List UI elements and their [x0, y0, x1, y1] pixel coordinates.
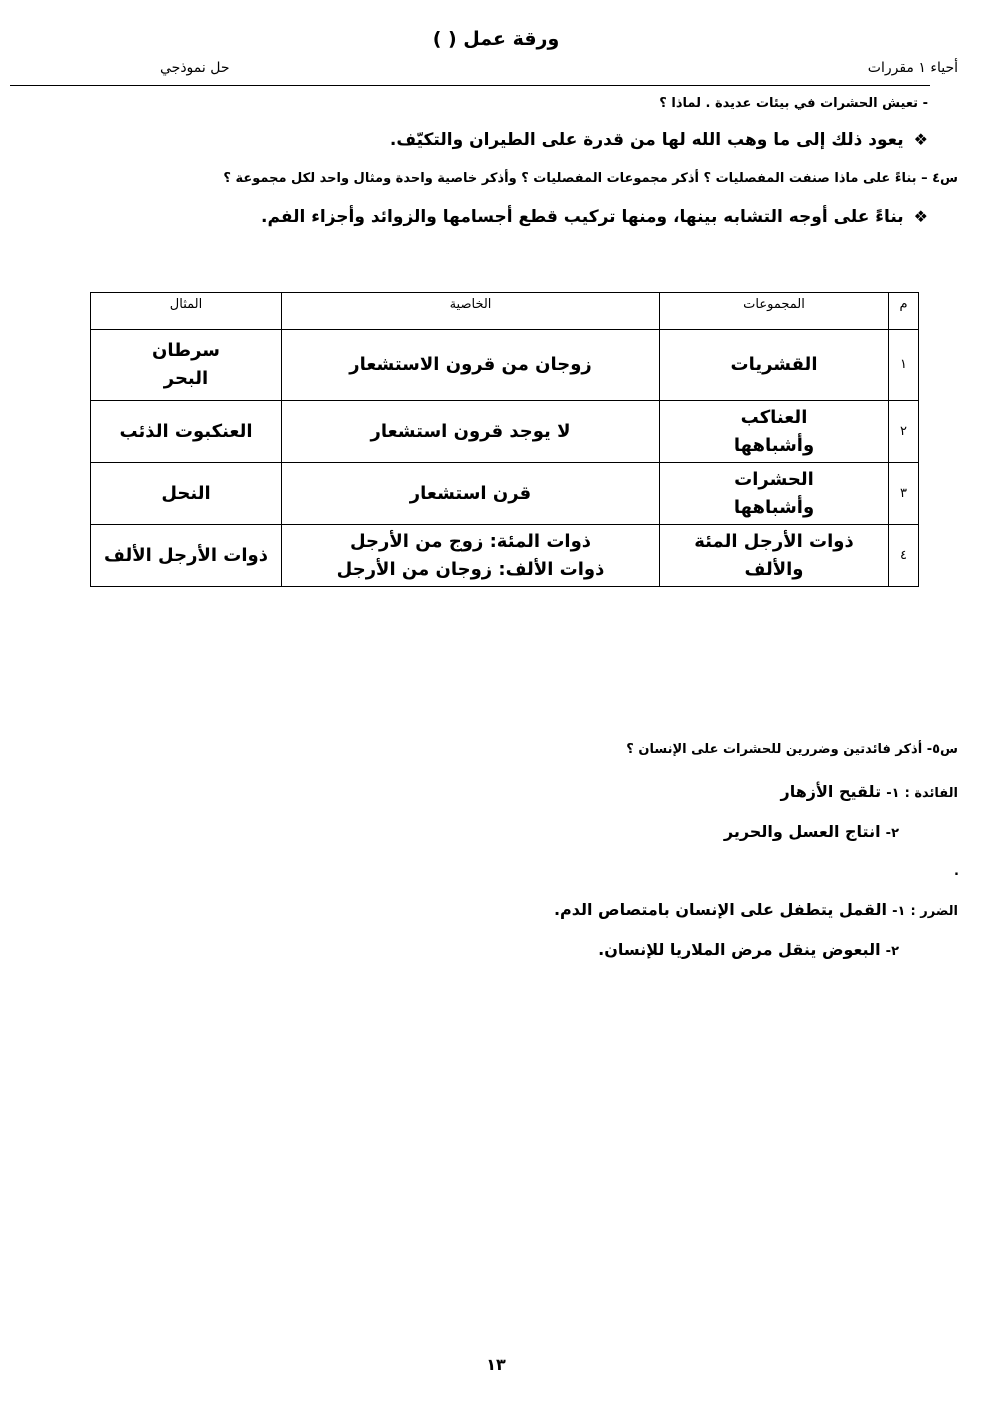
row-num: ٢	[889, 401, 919, 463]
row-group: ذوات الأرجل المئة والألف	[660, 525, 889, 587]
row-num: ١	[889, 330, 919, 401]
header-divider	[10, 85, 930, 86]
row-group: الحشرات وأشباهها	[660, 463, 889, 525]
table-row	[91, 525, 919, 587]
answer-1	[390, 130, 928, 150]
row-example: العنكبوت الذئب	[91, 401, 282, 463]
answer-1-text: يعود ذلك إلى ما وهب الله لها من قدرة على الطيران والتكيّف.	[389, 130, 904, 150]
benefit-2-num: ٢-	[885, 826, 899, 841]
benefit-line-1	[780, 782, 958, 801]
row-group: القشريات	[660, 330, 889, 401]
question-5: س٥- أذكر فائدتين وضررين للحشرات على الإنسان ؟	[626, 742, 958, 757]
harm-2-num: ٢-	[885, 944, 899, 959]
worksheet-title: ورقة عمل ( )	[432, 28, 560, 50]
table-header-row	[91, 293, 919, 330]
table-row	[91, 330, 919, 401]
model-answer-label: حل نموذجي	[160, 60, 230, 76]
row-property: قرن استشعار	[282, 463, 660, 525]
stray-dot: .	[954, 864, 959, 879]
header-property: الخاصية	[282, 293, 660, 330]
row-num: ٣	[889, 463, 919, 525]
harm-label: الضرر :	[910, 904, 958, 919]
benefit-label: الفائدة :	[904, 786, 958, 801]
row-example: سرطان البحر	[91, 330, 282, 401]
page-number: ١٣	[486, 1355, 506, 1374]
row-example: النحل	[91, 463, 282, 525]
harm-1-text: القمل يتطفل على الإنسان بامتصاص الدم.	[553, 900, 888, 919]
subject-label: أحياء ١ مقررات	[867, 60, 958, 76]
harm-line-1	[554, 900, 958, 919]
benefit-1-text: تلقيح الأزهار	[780, 782, 882, 801]
harm-line-2	[598, 940, 899, 959]
benefit-1-num: ١-	[886, 786, 900, 801]
answer-2-text: بناءً على أوجه التشابه بينها، ومنها تركيب قطع أجسامها والزوائد وأجزاء الفم.	[261, 207, 904, 227]
question-4: س٤ – بناءً على ماذا صنفت المفصليات ؟ أذكر مجموعات المفصليات ؟ وأذكر خاصية واحدة ومثال واحد لكل مجموعة ؟	[223, 171, 958, 186]
benefit-line-2	[724, 822, 899, 841]
row-property: زوجان من قرون الاستشعار	[282, 330, 660, 401]
bullet-diamond-icon: ❖	[913, 207, 928, 226]
row-num: ٤	[889, 525, 919, 587]
row-example: ذوات الأرجل الألف	[91, 525, 282, 587]
arthropod-groups-table	[90, 292, 919, 587]
row-group: العناكب وأشباهها	[660, 401, 889, 463]
table-row	[91, 463, 919, 525]
row-property: لا يوجد قرون استشعار	[282, 401, 660, 463]
header-example: المثال	[91, 293, 282, 330]
harm-1-num: ١-	[892, 904, 906, 919]
table-row	[91, 401, 919, 463]
harm-2-text: البعوض ينقل مرض الملاريا للإنسان.	[598, 940, 881, 959]
header-group: المجموعات	[660, 293, 889, 330]
answer-2	[261, 207, 928, 227]
header-num: م	[889, 293, 919, 330]
benefit-2-text: انتاج العسل والحرير	[723, 822, 881, 841]
bullet-diamond-icon: ❖	[913, 130, 928, 149]
question-3-line: - تعيش الحشرات في بيئات عديدة . لماذا ؟	[659, 96, 928, 111]
row-property: ذوات المئة: زوج من الأرجل ذوات الألف: زوجان من الأرجل	[282, 525, 660, 587]
